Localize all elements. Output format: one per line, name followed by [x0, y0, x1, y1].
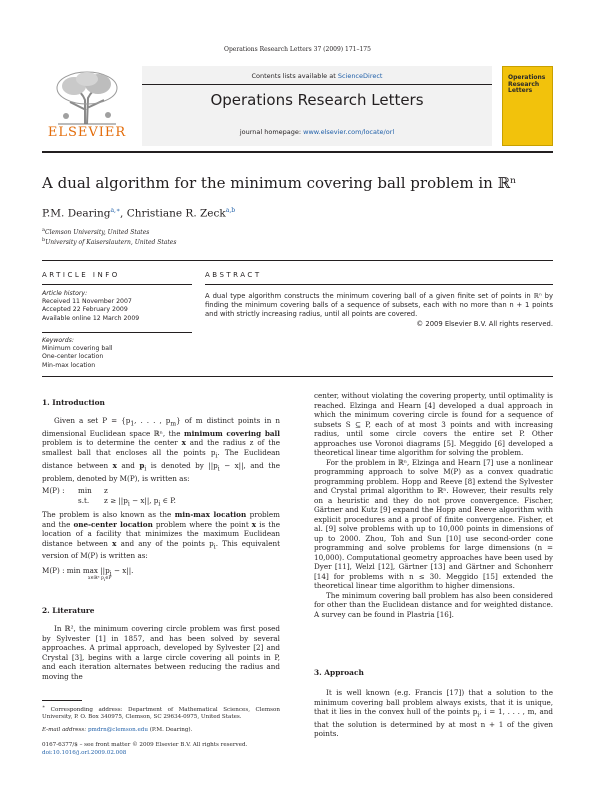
elsevier-tree-icon [52, 70, 122, 126]
text-run: , i = 1, . . . , m, and that the solution is determined by at most n + 1 of the given points. [314, 707, 553, 739]
equation-2-subscript: x∈ℝⁿ $p_i\in P$ [88, 576, 112, 582]
author-separator: , [120, 207, 127, 220]
info-top-rule [42, 260, 553, 261]
text-run: and any of the points p [116, 538, 214, 548]
bold-p: p [139, 460, 145, 470]
info-rule [42, 284, 192, 285]
elsevier-wordmark: ELSEVIER [47, 125, 127, 140]
running-head: Operations Research Letters 37 (2009) 171–175 [224, 46, 371, 53]
text-run: − x||, and the problem, denoted by M(P), is written as: [42, 460, 280, 483]
cover-title-line: Research [508, 80, 540, 88]
bold-x: x [181, 438, 186, 448]
author-name: Christiane R. Zeck [126, 207, 226, 220]
cover-title [508, 75, 545, 95]
received-date: Received 11 November 2007 [42, 298, 132, 306]
footnote-text: Corresponding address: Department of Mathematical Sciences, Clemson University, P. O. Box 340975, Clemson, SC 29634-0975, United States. [42, 706, 280, 721]
text-run: is the location of a facility that minimizes the maximum Euclidean distance between [42, 519, 281, 548]
abstract-text: A dual type algorithm constructs the minimum covering ball of a given finite set of points in ℝⁿ by finding the minimum covering balls of a sequence of subsets, each with no more than n + 1 points and with strictly increasing radius, until all points are covered. [205, 292, 553, 319]
keyword: Min-max location [42, 361, 96, 369]
eq-con: z ≥ ||p [104, 496, 128, 505]
author-list [42, 207, 235, 220]
bold-term: one-center location [73, 519, 153, 529]
online-date: Available online 12 March 2009 [42, 314, 140, 322]
cover-title-line: Operations [508, 74, 546, 81]
bold-x: x [112, 538, 117, 548]
sciencedirect-link[interactable]: ScienceDirect [337, 72, 383, 80]
copyright-notice: © 2009 Elsevier B.V. All rights reserved. [416, 320, 553, 328]
affiliation-b [42, 237, 176, 246]
footnote-mark: ∗ [42, 705, 46, 710]
article-title: A dual algorithm for the minimum covering ball problem in ℝⁿ [42, 174, 517, 192]
equation-1 [42, 486, 108, 496]
text-run: and [116, 460, 140, 470]
text-run: problem and the [42, 510, 280, 529]
history-label: Article history: [42, 290, 88, 297]
masthead-inner-rule [142, 84, 492, 85]
text-run: is denoted by ||p [146, 460, 218, 470]
bold-term: minimum covering ball [183, 428, 280, 438]
issn-line: 0167-6377/$ – see front matter © 2009 Elsevier B.V. All rights reserved. [42, 742, 248, 748]
bold-x: x [251, 519, 257, 529]
info-rule [42, 332, 192, 333]
accepted-date: Accepted 22 February 2009 [42, 306, 128, 314]
footnote-rule [42, 700, 82, 701]
abstract-heading: ABSTRACT [205, 271, 262, 279]
literature-paragraph-3: The minimum covering ball problem has also been considered for other than the Euclidean distance and for weighted distance. A survey can be found in Plastria [16]. [314, 590, 553, 619]
affiliation-text: University of Kaiserslautern, United States [45, 239, 177, 246]
affiliation-text: Clemson University, United States [44, 229, 150, 236]
affiliation-a [42, 227, 149, 236]
journal-title: Operations Research Letters [210, 91, 424, 109]
abstract-bottom-rule [42, 376, 553, 377]
intro-paragraph-1: Given a set $P = \{p_1$, . . . , $p_m$} of m distinct points in n dimensional Euclidean space ℝⁿ, the minimum covering ball problem is to determine the center x and the radius z of the smallest ball that encloses all the points $p_i$. The Euclidean distance between x and $p_i$ is denoted by $||p_i - x||$, and the problem, denoted by M(P), is written as: [42, 416, 280, 483]
email-label: E-mail address: [42, 727, 88, 733]
eq-objective: z [104, 486, 108, 495]
keyword: Minimum covering ball [42, 345, 113, 353]
email-tail: (P.M. Dearing). [147, 727, 193, 733]
paragraph-text: center, without violating the covering property, until optimality is reached. Elzinga and Hearn [4] developed a dual approach in which the minimum covering circle is found for a sequence of subsets S ⊆ P, each of at most 3 points and with increasing radius, until some circle covers the entire set P. Other approaches use Voronoi diagrams [5]. Meggido [6] developed a theoretical linear time algorithm for solving the problem. [314, 391, 553, 457]
eq-text: M(P) : min max ||p [42, 566, 110, 575]
eq-sub: ∈P [105, 576, 112, 581]
text-run: . This equivalent version of M(P) is written as: [42, 538, 280, 561]
literature-paragraph-1 [42, 624, 280, 681]
author-name: P.M. Dearing [42, 207, 111, 220]
text-run: The problem is also known as the [42, 510, 175, 519]
section-heading: 1. Introduction [42, 398, 105, 407]
keywords [42, 337, 113, 370]
eq-text: − x||. [111, 566, 134, 575]
keywords-label: Keywords: [42, 337, 74, 344]
text-run: } of m distinct points in n dimensional Euclidean space ℝⁿ, the [42, 416, 280, 438]
text-run: Given a set P = {p [54, 416, 131, 425]
footnote-corresponding [42, 704, 280, 722]
text-run: and the radius z of the smallest ball that encloses all the points p [42, 438, 280, 457]
email-link[interactable]: pmdrn@clemson.edu [87, 727, 148, 733]
eq-min: min [78, 486, 92, 495]
keyword: One-center location [42, 353, 104, 361]
homepage-link[interactable]: www.elsevier.com/locate/orl [303, 128, 395, 136]
literature-paragraph-1-cont [314, 391, 553, 619]
article-info-heading: ARTICLE INFO [42, 271, 120, 279]
journal-masthead [42, 66, 553, 146]
masthead-rule [42, 151, 553, 153]
homepage-prefix: journal homepage: [239, 128, 304, 136]
cover-title-line: Letters [508, 87, 533, 94]
eq-sub: x∈ℝⁿ p [88, 576, 104, 581]
text-run: . The Euclidean distance between [42, 447, 280, 470]
text-run: problem where the point [152, 519, 252, 529]
eq-con: − x||, p [129, 496, 159, 505]
text-run: , . . . , p [134, 416, 171, 425]
paragraph-text: In ℝ², the minimum covering circle problem was first posed by Sylvester [1] in 1857, and has been solved by several approaches. A primal approach, developed by Sylvester [2] and Crystal [3], begins with a large circle covering all points in P, and each iteration alternates between reducing the radius and moving the [42, 624, 280, 681]
bold-x: x [112, 460, 117, 470]
affiliation-mark: b [42, 237, 46, 243]
text-run: It is well known (e.g. Francis [17]) that a solution to the minimum covering ball problem always exists, that it is unique, that it lies in the convex hull of the points p [314, 688, 553, 716]
equation-2: M(P) : $\min \max ||p_i - x||$. [42, 566, 134, 578]
eq-lhs: M(P) : [42, 486, 65, 495]
affiliation-mark: a [42, 227, 45, 233]
approach-paragraph-1: It is well known (e.g. Francis [17]) that a solution to the minimum covering ball problem always exists, that it is unique, that it lies in the convex hull of the points $p_i$, i = 1, . . . , m, and that the solution is determined by at most n + 1 of the given points. [314, 688, 553, 739]
bold-term: min-max location [174, 510, 247, 519]
eq-st: s.t. [78, 496, 90, 505]
section-heading: 3. Approach [314, 668, 364, 677]
masthead-center [142, 66, 492, 146]
journal-cover-thumbnail [502, 66, 553, 146]
author-marks[interactable]: a,∗ [110, 207, 121, 214]
homepage-line [142, 128, 492, 136]
contents-line [142, 72, 492, 80]
text-run: problem is to determine the center [42, 438, 182, 448]
literature-paragraph-2: For the problem in ℝⁿ, Elzinga and Hearn [7] use a nonlinear programming approach to solve M(P) as a convex quadratic programming problem. Hopp and Reeve [8] extend the Sylvester and Crystal primal algorithm to ℝⁿ. However, their results rely on a heuristic and they do not prove convergence. Fischer, Gärtner and Kutz [9] expand the Hopp and Reeve algorithm with explicit procedures and a proof of finite convergence. Fisher, et al. [9] solve problems with up to 10,000 points in dimensions of up to 2000. Zhou, Toh and Sun [10] use second-order cone programming and solve problems for large dimensions (n = 10,000). Computational geometry approaches have been used by Dyer [11], Welzl [12], Gärtner [13] and Gärtner and Schonherr [14] for problems with n ≤ 30. Meggido [15] extended the theoretical linear time algorithm to higher dimensions. [314, 457, 553, 590]
eq-con: ∈ P. [160, 496, 176, 505]
section-heading: 2. Literature [42, 606, 95, 615]
intro-paragraph-2: The problem is also known as the min-max location problem and the one-center location problem where the point x is the location of a facility that minimizes the maximum Euclidean distance between x and any of the points $p_i$. This equivalent version of M(P) is written as: [42, 510, 281, 561]
doi-link[interactable] [42, 750, 126, 757]
equation-1-constraint: s.t. $z \ge ||p_i - x||$, $p_i$ ∈ P. [78, 496, 176, 508]
doi-text[interactable]: doi:10.1016/j.orl.2009.02.008 [42, 750, 127, 756]
contents-prefix: Contents lists available at [251, 72, 338, 80]
article-history [42, 290, 139, 323]
footnote-email [42, 727, 280, 734]
elsevier-logo [42, 66, 132, 146]
author-marks[interactable]: a,b [225, 207, 236, 214]
abstract-rule [205, 284, 553, 285]
